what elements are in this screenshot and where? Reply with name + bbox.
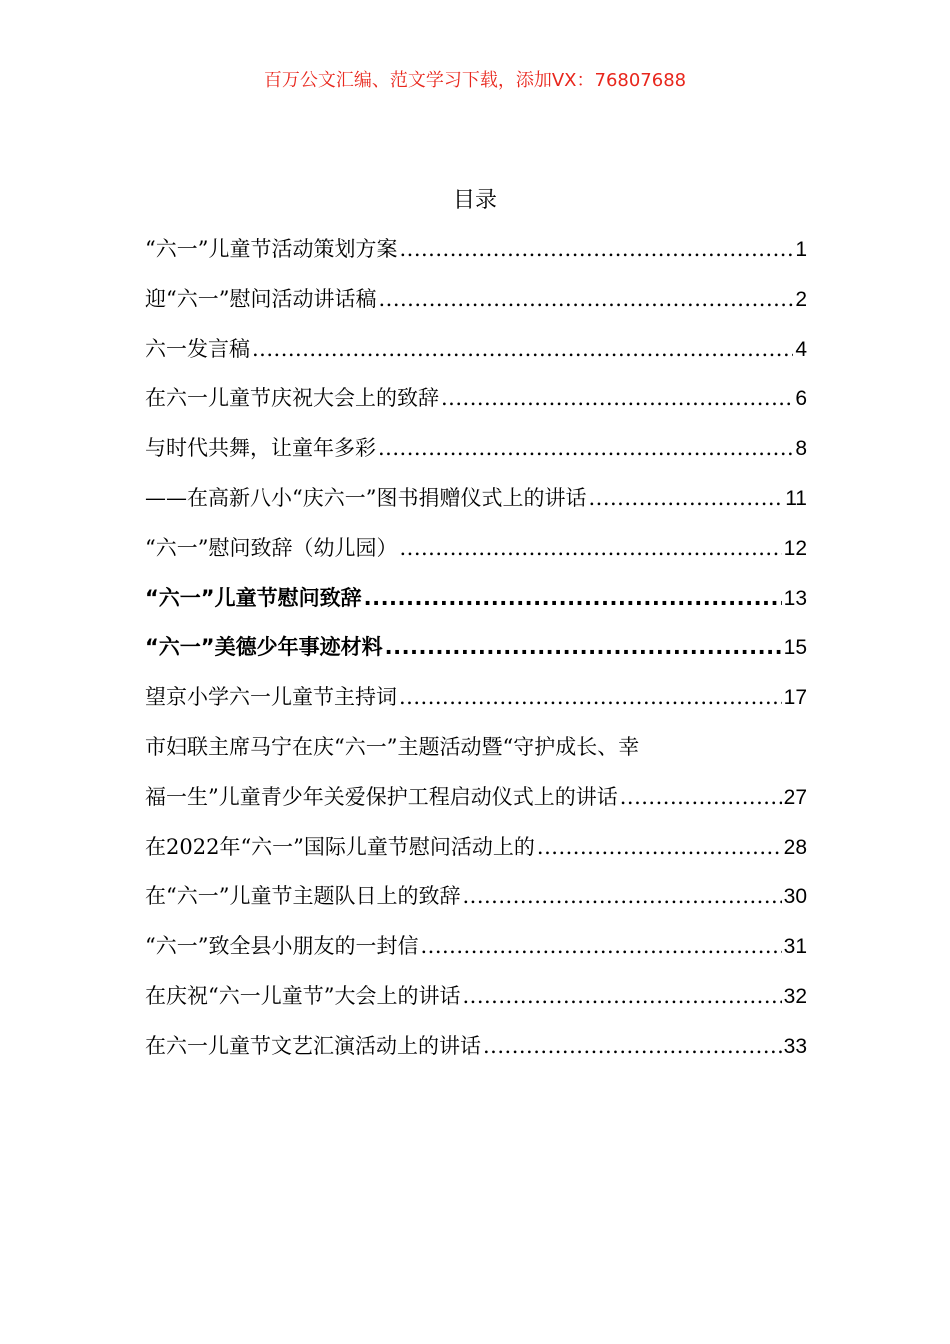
toc-entry-title: 福一生”儿童青少年关爱保护工程启动仪式上的讲话 xyxy=(145,784,618,809)
watermark-header: 百万公文汇编、范文学习下载，添加VX：76807688 xyxy=(263,70,687,91)
toc-leader-dots xyxy=(378,275,793,325)
toc-entry-title: “六一”慰问致辞（幼儿园） xyxy=(145,535,398,560)
toc-leader-dots xyxy=(462,972,781,1022)
toc-entry-title: “六一”致全县小朋友的一封信 xyxy=(145,934,419,959)
toc-page-number: 6 xyxy=(795,387,807,411)
toc-page-number: 28 xyxy=(783,835,807,859)
toc-leader-dots xyxy=(588,474,783,524)
toc-entry[interactable] xyxy=(145,823,807,873)
table-of-contents xyxy=(145,225,807,1072)
toc-entry[interactable] xyxy=(145,424,807,474)
toc-leader-dots xyxy=(364,574,782,624)
toc-leader-dots xyxy=(399,524,781,574)
toc-leader-dots xyxy=(399,673,782,723)
toc-page-number: 27 xyxy=(783,785,807,809)
toc-entry[interactable] xyxy=(145,225,807,275)
toc-entry[interactable] xyxy=(145,275,807,325)
toc-entry[interactable] xyxy=(145,673,807,723)
toc-entry[interactable] xyxy=(145,574,807,624)
toc-entry[interactable] xyxy=(145,872,807,922)
toc-entry-title: 在“六一”儿童节主题队日上的致辞 xyxy=(145,884,461,909)
toc-leader-dots xyxy=(385,623,782,673)
toc-entry-title: 迎“六一”慰问活动讲话稿 xyxy=(145,286,377,311)
toc-entry[interactable] xyxy=(145,374,807,424)
toc-leader-dots xyxy=(483,1022,782,1072)
toc-entry-title: 在六一儿童节庆祝大会上的致辞 xyxy=(145,386,439,411)
toc-leader-dots xyxy=(537,823,782,873)
toc-page-number: 30 xyxy=(783,885,807,909)
toc-leader-dots xyxy=(420,922,781,972)
toc-entry-title: “六一”美德少年事迹材料 xyxy=(145,635,383,660)
toc-page-number: 1 xyxy=(795,238,807,261)
toc-entry-title: 与时代共舞，让童年多彩 xyxy=(145,436,376,461)
toc-leader-dots xyxy=(252,325,793,375)
toc-entry[interactable] xyxy=(145,1022,807,1072)
toc-entry[interactable] xyxy=(145,474,807,524)
toc-leader-dots xyxy=(620,773,782,823)
toc-page-number: 17 xyxy=(783,686,807,710)
toc-page-number: 2 xyxy=(795,287,807,311)
toc-page-number: 4 xyxy=(795,337,807,361)
toc-page-number: 31 xyxy=(783,935,807,959)
toc-page-number: 13 xyxy=(783,586,807,610)
toc-leader-dots xyxy=(399,225,793,275)
toc-page-number: 15 xyxy=(783,636,807,660)
toc-entry[interactable] xyxy=(145,524,807,574)
toc-entry[interactable] xyxy=(145,623,807,673)
toc-entry[interactable] xyxy=(145,325,807,375)
toc-entry[interactable] xyxy=(145,922,807,972)
toc-entry-title: 望京小学六一儿童节主持词 xyxy=(145,685,397,710)
toc-entry-title: 在六一儿童节文艺汇演活动上的讲话 xyxy=(145,1033,481,1058)
toc-entry-title: ——在高新八小“庆六一”图书捐赠仪式上的讲话 xyxy=(145,485,587,510)
toc-leader-dots xyxy=(441,374,793,424)
toc-entry-first-line[interactable]: 市妇联主席马宁在庆“六一”主题活动暨“守护成长、幸 xyxy=(145,734,640,759)
toc-leader-dots xyxy=(462,872,781,922)
toc-entry[interactable] xyxy=(145,773,807,823)
toc-page-number: 32 xyxy=(783,984,807,1008)
toc-page-number: 11 xyxy=(785,486,807,510)
toc-title: 目录 xyxy=(452,188,497,213)
toc-page-number: 8 xyxy=(795,437,807,461)
toc-page-number: 12 xyxy=(783,536,807,560)
toc-entry-title: 在2022年“六一”国际儿童节慰问活动上的 xyxy=(145,834,535,859)
toc-entry-title: 在庆祝“六一儿童节”大会上的讲话 xyxy=(145,983,461,1008)
toc-entry[interactable] xyxy=(145,972,807,1022)
toc-entry-title: 六一发言稿 xyxy=(145,336,250,361)
toc-page-number: 33 xyxy=(783,1034,807,1058)
toc-leader-dots xyxy=(378,424,793,474)
toc-entry-title: “六一”儿童节活动策划方案 xyxy=(145,237,398,261)
toc-entry-title: “六一”儿童节慰问致辞 xyxy=(145,585,362,610)
